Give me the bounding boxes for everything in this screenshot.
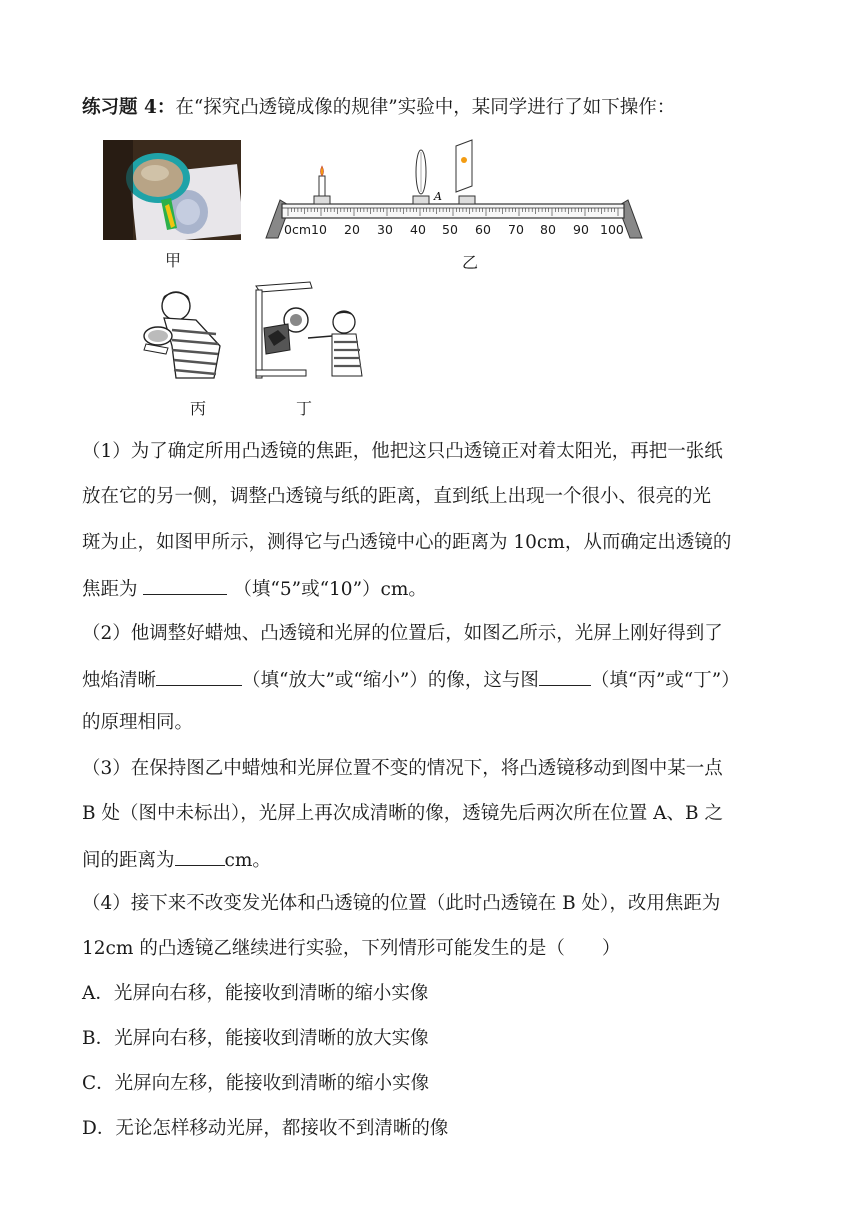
figure-bing-illustration — [138, 286, 238, 384]
caption-jia: 甲 — [165, 251, 182, 270]
question-intro: 在“探究凸透镜成像的规律”实验中，某同学进行了如下操作： — [175, 97, 676, 118]
ruler-label: 20 — [344, 222, 360, 237]
q1-line-4-text-b: （填“5”或“10”）cm。 — [233, 579, 427, 600]
q3-line-1: （3）在保持图乙中蜡烛和光屏位置不变的情况下，将凸透镜移动到图中某一点 — [82, 758, 723, 779]
option-c[interactable]: C．光屏向左移，能接收到清晰的缩小实像 — [82, 1073, 430, 1094]
q3-line-3-text-a: 间的距离为 — [82, 850, 175, 871]
option-b[interactable]: B．光屏向右移，能接收到清晰的放大实像 — [82, 1028, 429, 1049]
q2-answer-blank-2[interactable] — [539, 667, 591, 686]
ruler-label: 50 — [442, 222, 458, 237]
q1-line-1: （1）为了确定所用凸透镜的焦距，他把这只凸透镜正对着太阳光，再把一张纸 — [82, 441, 723, 462]
q2-line-1: （2）他调整好蜡烛、凸透镜和光屏的位置后，如图乙所示，光屏上刚好得到了 — [82, 623, 723, 644]
q1-line-2: 放在它的另一侧，调整凸透镜与纸的距离，直到纸上出现一个很小、很亮的光 — [82, 486, 712, 507]
caption-yi: 乙 — [462, 253, 479, 272]
q3-line-2: B 处（图中未标出），光屏上再次成清晰的像，透镜先后两次所在位置 A、B 之 — [82, 803, 723, 824]
question-label: 练习题 4： — [82, 97, 176, 118]
caption-bing: 丙 — [190, 399, 207, 418]
ruler-label: 70 — [508, 222, 524, 237]
figure-jia-photo — [103, 140, 241, 240]
q2-answer-blank-1[interactable] — [156, 667, 242, 686]
q2-line-2-text-b: （填“放大”或“缩小”）的像，这与图 — [242, 670, 539, 691]
q3-line-3-text-b: cm。 — [224, 850, 271, 871]
ruler-label: 0cm10 — [284, 222, 327, 237]
figure-ding-illustration — [252, 280, 367, 384]
q3-line-3 — [82, 847, 271, 873]
ruler-label: 40 — [410, 222, 426, 237]
q3-answer-blank[interactable] — [175, 847, 225, 866]
point-a-label: A — [434, 190, 442, 203]
q2-line-2-text-c: （填“丙”或“丁”） — [590, 670, 740, 691]
q2-line-2-text-a: 烛焰清晰 — [82, 670, 157, 691]
option-a[interactable]: A．光屏向右移，能接收到清晰的缩小实像 — [82, 983, 429, 1004]
q2-line-2 — [82, 667, 740, 693]
q1-line-4 — [82, 576, 427, 602]
ruler-scale-labels — [282, 222, 652, 242]
ruler-label: 100 — [600, 222, 624, 237]
ruler-label: 80 — [540, 222, 556, 237]
q1-line-4-text-a: 焦距为 — [82, 579, 144, 600]
q2-line-3: 的原理相同。 — [82, 712, 194, 733]
option-d[interactable]: D．无论怎样移动光屏，都接收不到清晰的像 — [82, 1118, 449, 1139]
ruler-label: 60 — [475, 222, 491, 237]
q4-line-2: 12cm 的凸透镜乙继续进行实验，下列情形可能发生的是（ ） — [82, 938, 621, 959]
q1-answer-blank[interactable] — [143, 576, 227, 595]
ruler-label: 90 — [573, 222, 589, 237]
ruler-label: 30 — [377, 222, 393, 237]
question-title — [82, 96, 675, 120]
q1-line-3: 斑为止，如图甲所示，测得它与凸透镜中心的距离为 10cm，从而确定出透镜的 — [82, 532, 732, 553]
q4-line-1: （4）接下来不改变发光体和凸透镜的位置（此时凸透镜在 B 处），改用焦距为 — [82, 893, 721, 914]
caption-ding: 丁 — [296, 399, 313, 418]
